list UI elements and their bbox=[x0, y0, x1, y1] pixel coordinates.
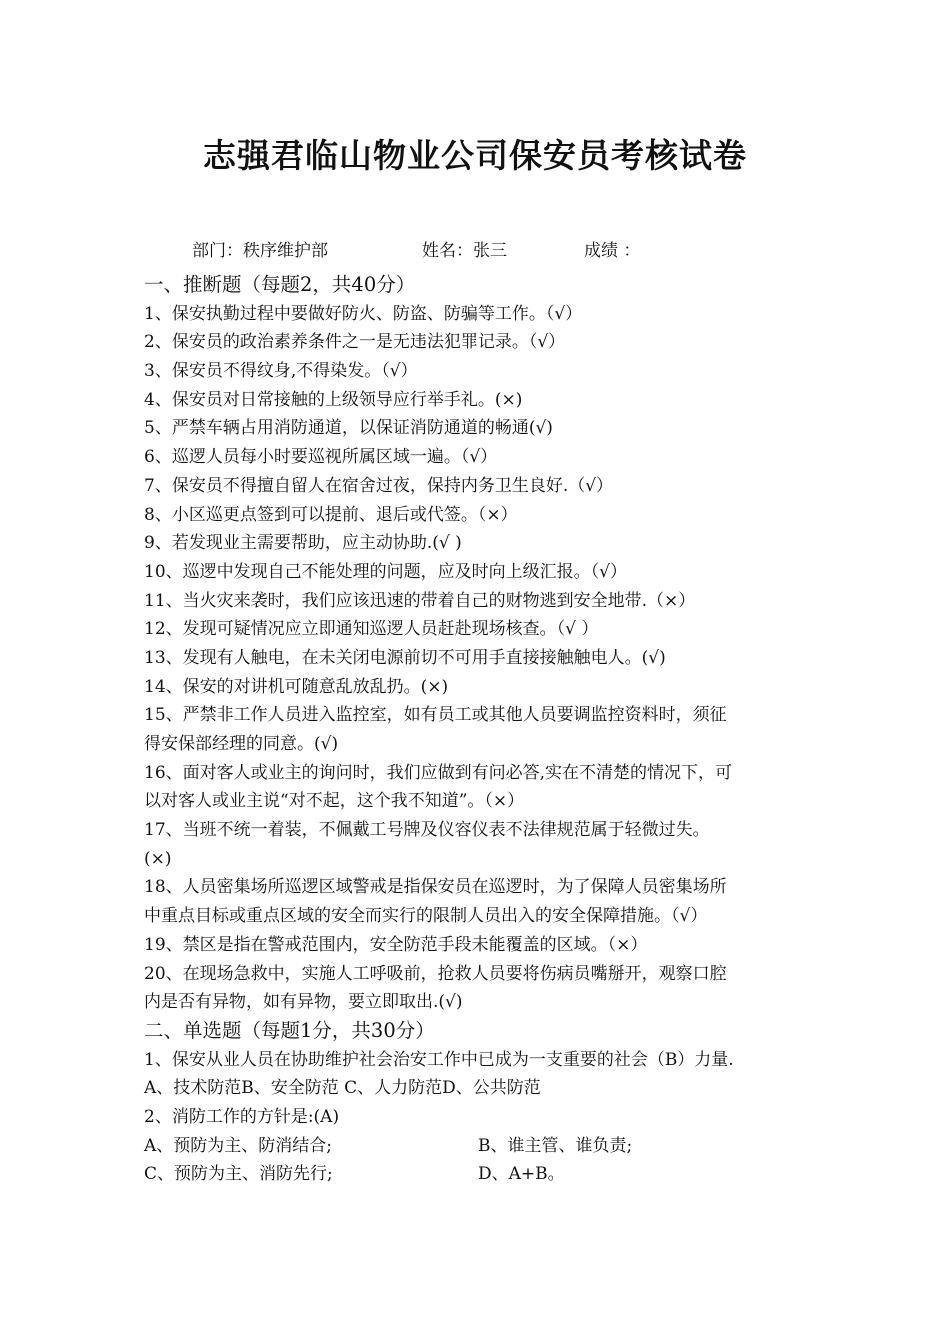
option-d: D、A+B。 bbox=[478, 1164, 565, 1185]
judgment-line: 6、巡逻人员每小时要巡视所属区域一遍。（√） bbox=[144, 447, 498, 468]
option-c: C、预防为主、消防先行; bbox=[144, 1164, 333, 1185]
judgment-line: 5、严禁车辆占用消防通道，以保证消防通道的畅通(√) bbox=[144, 418, 553, 439]
judgment-line: 4、保安员对日常接触的上级领导应行举手礼。(×) bbox=[144, 389, 523, 410]
option-b: B、谁主管、谁负责; bbox=[478, 1135, 633, 1156]
score-field: 成绩 ： bbox=[584, 241, 641, 261]
judgment-line: 17、当班不统一着装，不佩戴工号牌及仪容仪表不法律规范属于轻微过失。 bbox=[144, 820, 710, 841]
judgment-line: 3、保安员不得纹身,不得染发。（√） bbox=[144, 361, 418, 382]
judgment-line: 20、在现场急救中，实施人工呼吸前，抢救人员要将伤病员嘴掰开，观察口腔 bbox=[144, 963, 727, 984]
judgment-line: 11、当火灾来袭时，我们应该迅速的带着自己的财物逃到安全地带.（×） bbox=[144, 590, 696, 611]
single-question-2-options-row-2 bbox=[144, 1160, 814, 1189]
judgment-line: (×) bbox=[144, 848, 172, 869]
single-question-1-options: A、技术防范B、安全防范 C、人力防范D、公共防范 bbox=[144, 1078, 541, 1099]
judgment-line: 内是否有异物，如有异物，要立即取出.(√) bbox=[144, 992, 463, 1013]
name-field: 姓名：张三 bbox=[422, 241, 507, 261]
judgment-line: 10、巡逻中发现自己不能处理的问题，应及时向上级汇报。（√） bbox=[144, 561, 627, 582]
single-question-2-options-row-1 bbox=[144, 1132, 814, 1161]
judgment-line: 15、严禁非工作人员进入监控室，如有员工或其他人员要调监控资料时，须征 bbox=[144, 705, 727, 726]
judgment-line: 18、人员密集场所巡逻区域警戒是指保安员在巡逻时，为了保障人员密集场所 bbox=[144, 877, 727, 898]
section-judgment-heading: 一、推断题（每题2，共40分） bbox=[144, 273, 416, 296]
judgment-line: 9、若发现业主需要帮助，应主动协助.(√ ) bbox=[144, 533, 462, 554]
judgment-line: 得安保部经理的同意。(√) bbox=[144, 734, 339, 754]
judgment-line: 以对客人或业主说“对不起，这个我不知道”。（×） bbox=[144, 791, 525, 812]
single-question-2: 2、消防工作的方针是:(A) bbox=[144, 1106, 340, 1127]
judgment-line: 19、禁区是指在警戒范围内，安全防范手段未能覆盖的区域。（×） bbox=[144, 934, 648, 955]
option-a: A、预防为主、防消结合; bbox=[144, 1135, 333, 1156]
judgment-line: 16、面对客人或业主的询问时，我们应做到有问必答,实在不清楚的情况下，可 bbox=[144, 762, 733, 783]
judgment-line: 7、保安员不得擅自留人在宿舍过夜，保持内务卫生良好.（√） bbox=[144, 475, 614, 496]
department-field: 部门：秩序维护部 bbox=[192, 241, 328, 261]
single-question-1: 1、保安从业人员在协助维护社会治安工作中已成为一支重要的社会（B）力量. bbox=[144, 1049, 734, 1070]
judgment-line: 1、保安执勤过程中要做好防火、防盗、防骗等工作。（√） bbox=[144, 303, 583, 324]
exam-content bbox=[144, 271, 814, 1189]
judgment-line: 8、小区巡更点签到可以提前、退后或代签。（×） bbox=[144, 504, 518, 525]
judgment-line: 14、保安的对讲机可随意乱放乱扔。(×) bbox=[144, 676, 449, 697]
judgment-line: 中重点目标或重点区域的安全而实行的限制人员出入的安全保障措施。（√） bbox=[144, 906, 708, 927]
exam-title: 志强君临山物业公司保安员考核试卷 bbox=[203, 136, 747, 175]
section-single-heading: 二、单选题（每题1分，共30分） bbox=[144, 1018, 435, 1042]
judgment-line: 2、保安员的政治素养条件之一是无违法犯罪记录。（√） bbox=[144, 332, 566, 353]
exam-info-row bbox=[192, 236, 792, 260]
judgment-line: 13、发现有人触电，在未关闭电源前切不可用手直接接触触电人。(√) bbox=[144, 647, 666, 668]
judgment-line: 12、发现可疑情况应立即通知巡逻人员赶赴现场核查。（√ ） bbox=[144, 619, 599, 640]
